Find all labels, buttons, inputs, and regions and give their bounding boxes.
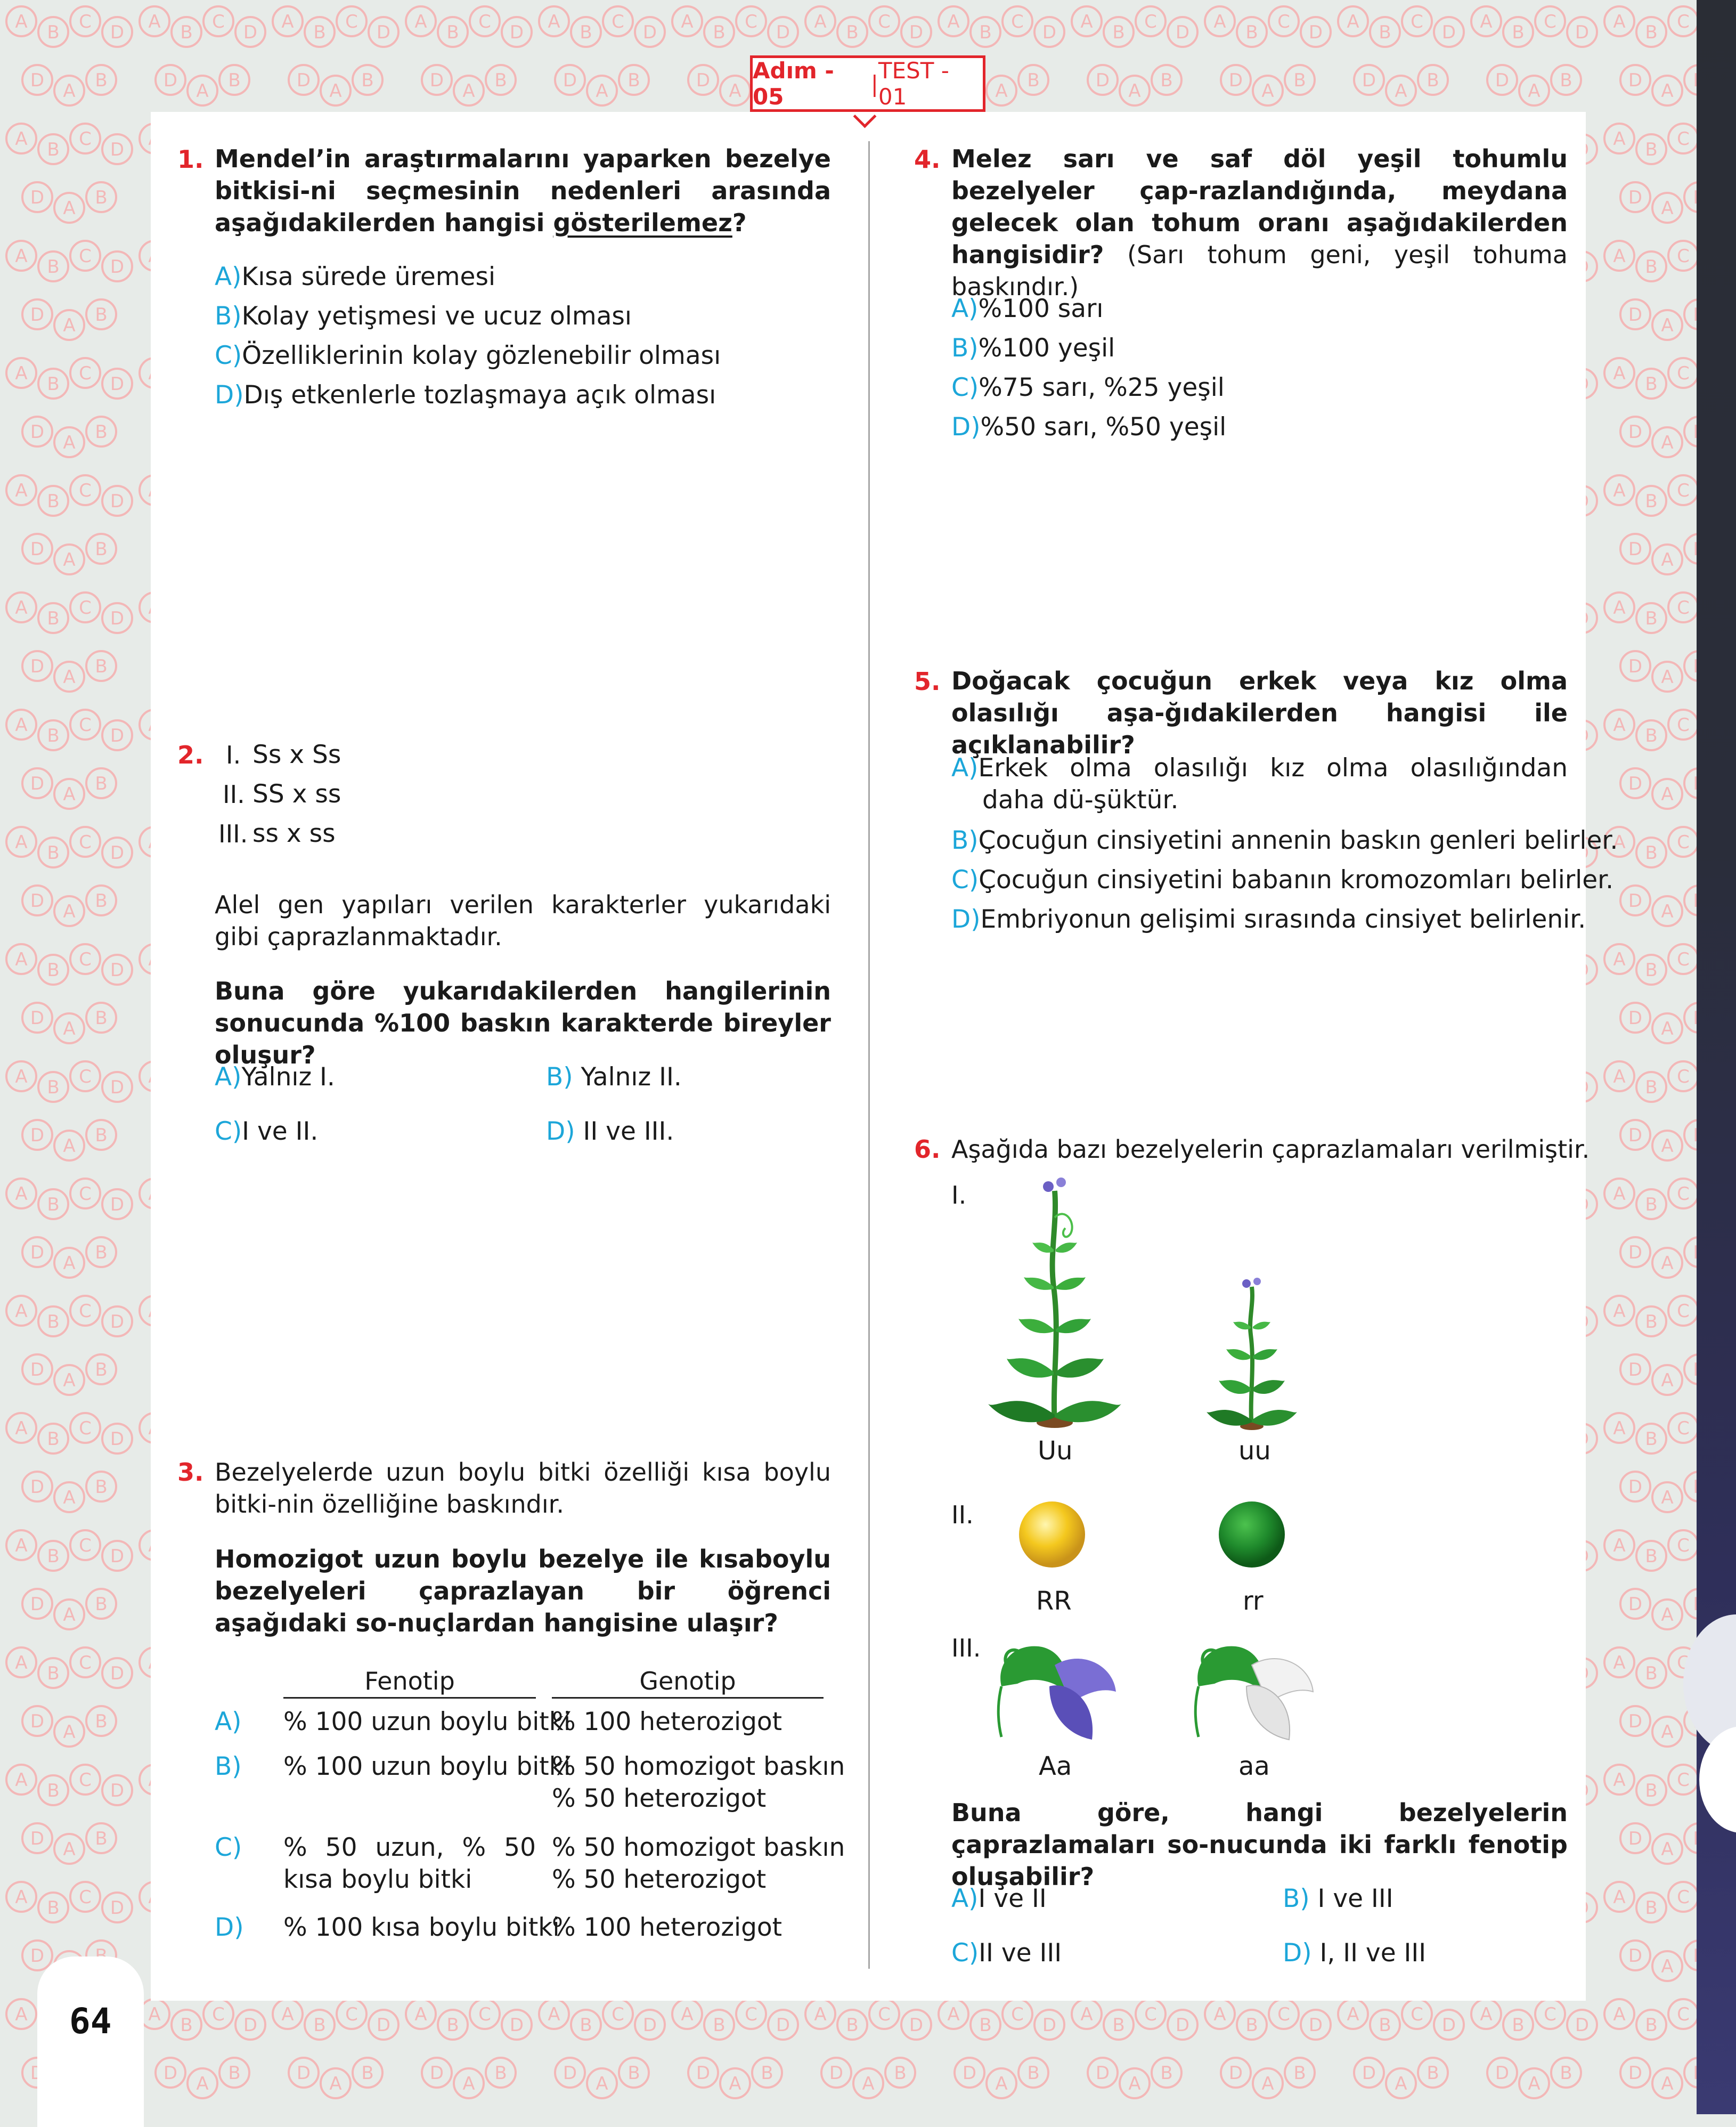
- q1-option-c[interactable]: [215, 340, 721, 372]
- q4-number: 4.: [914, 145, 941, 174]
- test-label: TEST - 01: [878, 58, 949, 110]
- q3-option-a-fenotip: % 100 uzun boylu bitki: [283, 1707, 571, 1736]
- q4-stem-bold: Melez sarı ve saf döl yeşil tohumlu bezelyeler çap-razlandığında, meydana gelecek olan tohum oranı aşağıdakilerden hangisidir?: [951, 144, 1568, 269]
- option-text: Çocuğun cinsiyetini babanın kromozomları belirler.: [979, 865, 1614, 895]
- option-letter: D): [215, 380, 244, 410]
- option-letter: B): [1283, 1884, 1310, 1913]
- q3-option-b-letter[interactable]: [215, 1751, 242, 1783]
- option-text: I ve III: [1317, 1884, 1393, 1913]
- purple-flower-icon: [991, 1633, 1124, 1745]
- option-text: I, II ve III: [1319, 1938, 1427, 1968]
- q4-option-b[interactable]: [951, 332, 1115, 364]
- q6-question: Buna göre, hangi bezelyelerin çaprazlamaları so-nucunda iki farklı fenotip oluşabilir?: [951, 1798, 1568, 1891]
- short-pea-plant-image: [1204, 1276, 1300, 1431]
- option-letter: C): [951, 865, 979, 895]
- q6-group-1-roman: I.: [951, 1181, 967, 1209]
- q2-item-3: ss x ss: [252, 819, 336, 848]
- option-letter: D): [951, 412, 981, 442]
- q4-option-c[interactable]: [951, 372, 1225, 404]
- q2-item-2: SS x ss: [252, 780, 341, 809]
- option-letter: B): [215, 302, 242, 331]
- q5-option-d[interactable]: [951, 904, 1586, 936]
- q2-item-2-roman: II.: [223, 780, 245, 809]
- option-text: Yalnız II.: [581, 1062, 682, 1092]
- option-letter: A): [215, 1707, 242, 1736]
- q6-group-3-roman: III.: [951, 1634, 981, 1662]
- q2-number: 2.: [177, 741, 204, 769]
- q1-stem-part-b: ?: [732, 208, 747, 237]
- q3-question: Homozigot uzun boylu bezelye ile kısaboylu bezelyeleri çaprazlayan bir öğrenci aşağıdaki so-nuçlardan hangisine ulaşır?: [215, 1545, 831, 1637]
- option-text: I ve II.: [242, 1117, 319, 1146]
- option-letter: D): [951, 905, 981, 934]
- q6-option-a[interactable]: [951, 1883, 1047, 1915]
- q3-header-fenotip: Fenotip: [283, 1665, 536, 1699]
- q6-group-1-right-label: uu: [1238, 1436, 1271, 1466]
- option-text: Çocuğun cinsiyetini annenin baskın genleri belirler.: [978, 826, 1618, 855]
- option-text: Özelliklerinin kolay gözlenebilir olması: [242, 341, 721, 370]
- q3-header-genotip: Genotip: [552, 1665, 824, 1699]
- option-letter: B): [951, 334, 979, 363]
- q2-option-c[interactable]: [215, 1116, 318, 1148]
- option-letter: A): [951, 753, 979, 783]
- option-letter: A): [951, 294, 979, 323]
- option-text: I ve II: [978, 1884, 1047, 1913]
- q6-option-c[interactable]: [951, 1937, 1062, 1969]
- separator: |: [870, 70, 878, 97]
- q3-option-d-genotip: % 100 heterozigot: [552, 1913, 783, 1942]
- q3-option-d-letter[interactable]: [215, 1912, 244, 1944]
- q3-option-d-fenotip: % 100 kısa boylu bitki: [283, 1913, 560, 1942]
- q6-option-d[interactable]: [1283, 1937, 1426, 1969]
- q2-item-3-roman: III.: [218, 819, 248, 848]
- q2-option-b[interactable]: [546, 1061, 682, 1093]
- q2-item-1-roman: I.: [226, 741, 241, 769]
- q5-number: 5.: [914, 667, 941, 696]
- option-letter: C): [951, 1938, 979, 1968]
- q3-option-a-letter[interactable]: [215, 1706, 242, 1738]
- q6-group-2-left-label: RR: [1036, 1586, 1072, 1616]
- q3-option-a-genotip: % 100 heterozigot: [552, 1707, 783, 1736]
- option-text: Kısa sürede üremesi: [241, 262, 496, 291]
- page-number-tab: [37, 1956, 144, 2127]
- option-letter: B): [215, 1752, 242, 1781]
- option-letter: C): [215, 1117, 242, 1146]
- q5-stem: Doğacak çocuğun erkek veya kız olma olasılığı aşa-ğıdakilerden hangisi ile açıklanabilir?: [951, 667, 1568, 759]
- q3-info: Bezelyelerde uzun boylu bitki özelliği kısa boylu bitki-nin özelliğine baskındır.: [215, 1458, 831, 1519]
- yellow-seed-icon: [1015, 1497, 1089, 1572]
- white-flower-icon: [1188, 1633, 1321, 1745]
- q6-number: 6.: [914, 1135, 941, 1164]
- option-letter: B): [546, 1062, 573, 1092]
- q4-stem: [951, 143, 1568, 303]
- option-letter: A): [951, 1884, 979, 1913]
- option-text: %75 sarı, %25 yeşil: [979, 373, 1225, 402]
- q2-info: Alel gen yapıları verilen karakterler yukarıdaki gibi çaprazlanmaktadır.: [215, 890, 831, 951]
- q3-option-c-genotip-2: % 50 heterozigot: [552, 1865, 767, 1894]
- q1-stem-part-a: Mendel’in araştırmalarını yaparken bezelye bitkisi-ni seçmesinin nedenleri arasında aşağıdakilerden hangisi: [215, 144, 831, 237]
- q4-option-d[interactable]: [951, 411, 1226, 443]
- option-text: II ve III: [979, 1938, 1062, 1968]
- q3-option-b-fenotip: % 100 uzun boylu bitki: [283, 1752, 571, 1781]
- q2-option-a[interactable]: [215, 1061, 335, 1093]
- option-text: II ve III.: [583, 1117, 674, 1146]
- option-letter: B): [951, 826, 979, 855]
- q3-number: 3.: [177, 1458, 204, 1487]
- q6-stem: Aşağıda bazı bezelyelerin çaprazlamaları verilmiştir.: [951, 1135, 1590, 1164]
- tall-pea-plant-image: [985, 1175, 1124, 1431]
- q2-question: Buna göre yukarıdakilerden hangilerinin sonucunda %100 baskın karakterde bireyler oluşur?: [215, 977, 831, 1069]
- q6-group-3-left-label: Aa: [1039, 1751, 1072, 1781]
- option-letter: D): [546, 1117, 575, 1146]
- q1-stem-underlined: gösterilemez: [553, 208, 732, 237]
- q5-option-c[interactable]: [951, 864, 1613, 896]
- step-label: Adım - 05: [753, 58, 834, 110]
- option-letter: A): [215, 262, 242, 291]
- q6-group-1-left-label: Uu: [1038, 1436, 1073, 1466]
- option-text: Embriyonun gelişimi sırasında cinsiyet belirlenir.: [980, 905, 1586, 934]
- q1-option-a[interactable]: [215, 261, 495, 293]
- q5-option-a[interactable]: [951, 752, 1568, 816]
- column-divider: [868, 141, 870, 1969]
- q4-option-a[interactable]: [951, 293, 1103, 325]
- option-text: Yalnız I.: [241, 1062, 335, 1092]
- q4-stem-normal: (Sarı tohum geni, yeşil tohuma baskındır.): [951, 240, 1568, 301]
- option-text: %50 sarı, %50 yeşil: [980, 412, 1227, 442]
- q1-number: 1.: [177, 145, 204, 174]
- option-text: Kolay yetişmesi ve ucuz olması: [241, 302, 632, 331]
- q3-option-c-genotip: % 50 homozigot baskın: [552, 1833, 845, 1862]
- q3-option-b-genotip: % 50 homozigot baskın: [552, 1752, 845, 1781]
- q1-option-b[interactable]: [215, 301, 632, 332]
- header-tag: [750, 55, 985, 112]
- q6-group-2-right-label: rr: [1243, 1586, 1264, 1616]
- q3-option-c-letter[interactable]: [215, 1832, 242, 1864]
- option-text: Dış etkenlerle tozlaşmaya açık olması: [243, 380, 716, 410]
- q1-stem: [215, 143, 831, 239]
- q6-group-3-right-label: aa: [1238, 1751, 1270, 1781]
- page-number: 64: [69, 2001, 112, 2042]
- q6-option-b[interactable]: [1283, 1883, 1393, 1915]
- green-seed-icon: [1215, 1497, 1289, 1572]
- q5-option-b[interactable]: [951, 825, 1618, 857]
- option-letter: C): [951, 373, 979, 402]
- q2-option-d[interactable]: [546, 1116, 674, 1148]
- option-letter: C): [215, 341, 242, 370]
- option-text: %100 yeşil: [978, 334, 1115, 363]
- q2-item-1: Ss x Ss: [252, 740, 341, 769]
- q3-option-b-genotip-2: % 50 heterozigot: [552, 1784, 767, 1813]
- option-letter: C): [215, 1833, 242, 1862]
- option-text: Erkek olma olasılığı kız olma olasılığından daha dü-şüktür.: [978, 753, 1568, 815]
- option-letter: D): [215, 1913, 244, 1942]
- q1-option-d[interactable]: [215, 379, 716, 411]
- option-letter: D): [1283, 1938, 1312, 1968]
- option-letter: A): [215, 1062, 242, 1092]
- option-text: %100 sarı: [978, 294, 1104, 323]
- q3-option-c-fenotip: % 50 uzun, % 50 kısa boylu bitki: [283, 1833, 536, 1894]
- q6-group-2-roman: II.: [951, 1500, 974, 1529]
